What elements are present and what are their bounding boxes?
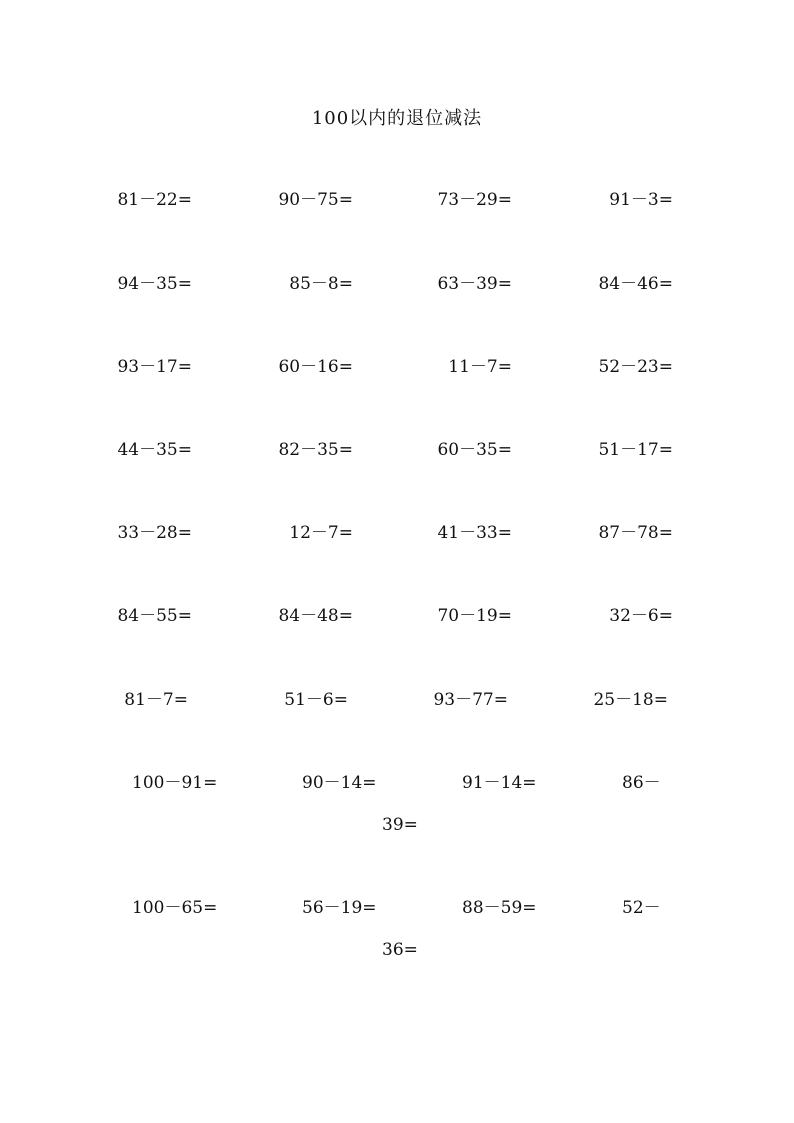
problem-3-4: 52－23= (598, 357, 673, 377)
problem-1-3: 73－29= (437, 190, 512, 210)
problem-4-1: 44－35= (117, 440, 192, 460)
problem-6-2: 84－48= (278, 606, 353, 626)
worksheet-title: 100以内的退位减法 (311, 108, 483, 129)
problem-1-4: 91－3= (609, 190, 673, 210)
problem-8-3: 91－14= (462, 773, 537, 793)
problem-8-1: 100－91= (132, 773, 218, 793)
problem-2-1: 94－35= (117, 274, 192, 294)
problem-7-2: 51－6= (284, 690, 348, 710)
problem-8-2: 90－14= (302, 773, 377, 793)
problem-6-3: 70－19= (437, 606, 512, 626)
problem-3-3: 11－7= (448, 357, 512, 377)
problem-1-2: 90－75= (278, 190, 353, 210)
wrapped-answer-1: 39= (382, 815, 418, 835)
problem-6-4: 32－6= (609, 606, 673, 626)
problem-3-2: 60－16= (278, 357, 353, 377)
problem-9-2: 56－19= (302, 898, 377, 918)
problem-3-1: 93－17= (117, 357, 192, 377)
problem-4-4: 51－17= (598, 440, 673, 460)
problem-5-4: 87－78= (598, 523, 673, 543)
problem-9-3: 88－59= (462, 898, 537, 918)
problem-8-4: 86－ (622, 773, 661, 793)
problem-7-4: 25－18= (593, 690, 668, 710)
problem-4-2: 82－35= (278, 440, 353, 460)
problem-2-2: 85－8= (289, 274, 353, 294)
wrapped-answer-2: 36= (382, 940, 418, 960)
problem-7-3: 93－77= (433, 690, 508, 710)
problem-2-3: 63－39= (437, 274, 512, 294)
problem-4-3: 60－35= (437, 440, 512, 460)
problem-9-4: 52－ (622, 898, 661, 918)
problem-5-3: 41－33= (437, 523, 512, 543)
problem-7-1: 81－7= (124, 690, 188, 710)
problem-5-2: 12－7= (289, 523, 353, 543)
problem-1-1: 81－22= (117, 190, 192, 210)
problem-6-1: 84－55= (117, 606, 192, 626)
problem-5-1: 33－28= (117, 523, 192, 543)
problem-2-4: 84－46= (598, 274, 673, 294)
problem-9-1: 100－65= (132, 898, 218, 918)
